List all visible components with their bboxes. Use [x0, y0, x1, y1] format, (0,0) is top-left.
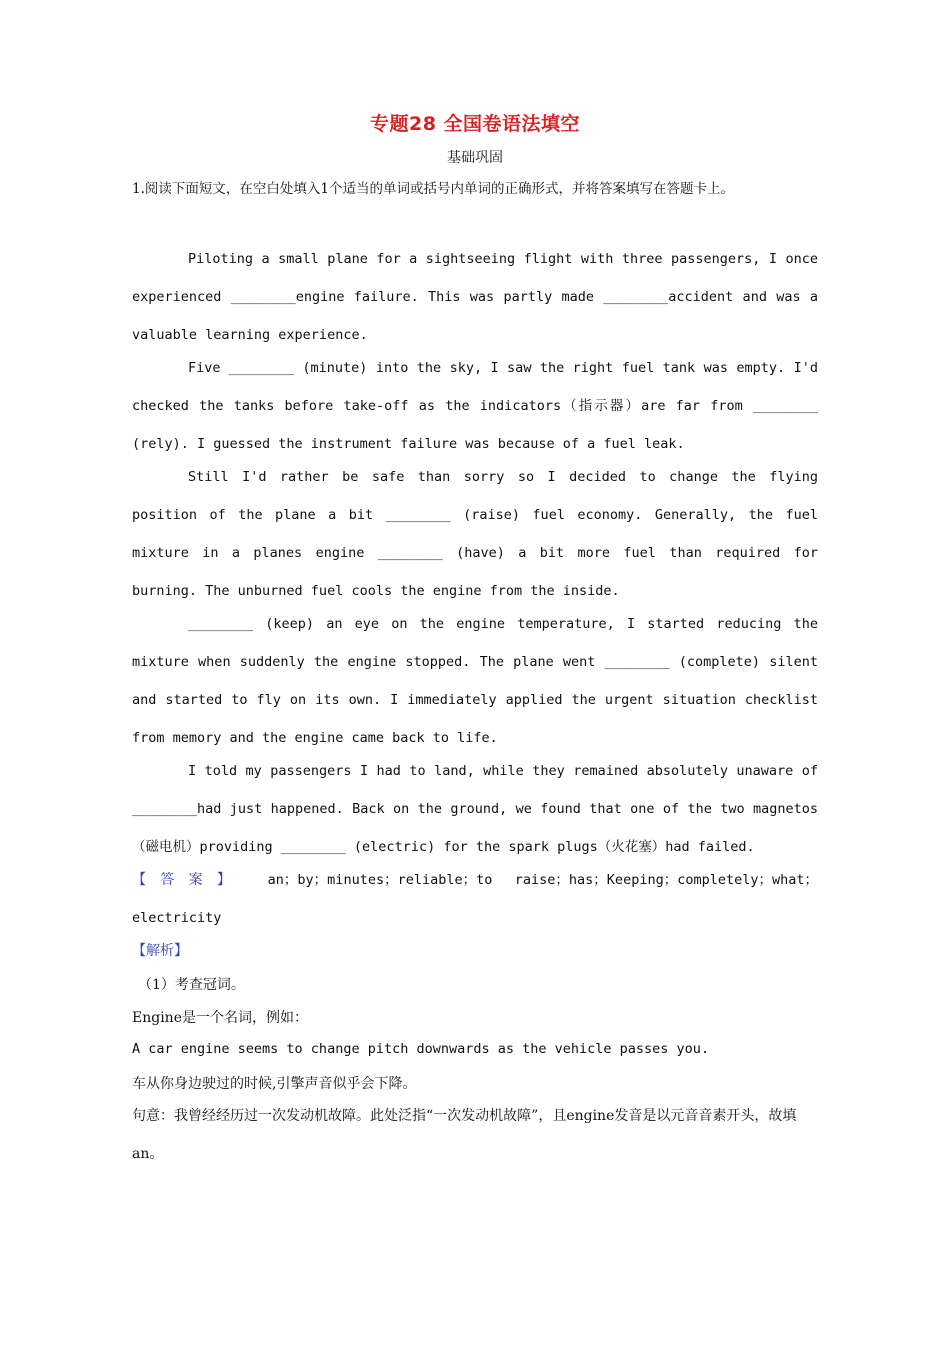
passage-paragraph-5: I told my passengers I had to land, while they remained absolutely unaware of ________had just happened. Back on the ground, we found that one of the two magnetos（磁电机）providing ________ (electric) for the spark plugs（火花塞）had failed. [132, 763, 818, 855]
page-title: 专题28 全国卷语法填空 [369, 113, 581, 135]
analysis-explanation: 句意：我曾经经历过一次发动机故障。此处泛指“一次发动机故障”，且engine发音是以元音音素开头，故填an。 [132, 1108, 797, 1162]
question-instruction: 1.阅读下面短文，在空白处填入1个适当的单词或括号内单词的正确形式，并将答案填写在答题卡上。 [132, 181, 734, 197]
example-english: A car engine seems to change pitch downwards as the vehicle passes you. [132, 1041, 710, 1057]
example-chinese: 车从你身边驶过的时候,引擎声音似乎会下降。 [132, 1076, 417, 1092]
analysis-line-2: Engine是一个名词，例如： [132, 1010, 308, 1026]
answer-label: 【答案】 [132, 872, 246, 888]
analysis-item-1: （1）考查冠词。 [138, 977, 245, 993]
answer-text: an；by；minutes；reliable；to raise；has；Keeping；completely；what；electricity [132, 872, 818, 926]
passage-paragraph-1: Piloting a small plane for a sightseeing flight with three passengers, I once experienced ________engine failure. This was partly made ________accident and was a valuable learning experience. [132, 251, 818, 343]
passage-paragraph-2: Five ________ (minute) into the sky, I saw the right fuel tank was empty. I'd checked the tanks before take-off as the indicators（指示器）are far from ________ (rely). I guessed the instrument failure was because of a fuel leak. [132, 360, 818, 452]
answer-section [132, 861, 818, 937]
reading-passage [132, 240, 818, 861]
section-subtitle: 基础巩固 [447, 150, 503, 166]
passage-paragraph-3: Still I'd rather be safe than sorry so I decided to change the flying position of the plane a bit ________ (raise) fuel economy. Generally, the fuel mixture in a planes engine ________ (have) a bit more fuel than required for burning. The unburned fuel cools the engine from the inside. [132, 469, 818, 599]
passage-paragraph-4: ________ (keep) an eye on the engine temperature, I started reducing the mixture when suddenly the engine stopped. The plane went ________ (complete) silent and started to fly on its own. I immediately applied the urgent situation checklist from memory and the engine came back to life. [132, 616, 818, 746]
analysis-label: 【解析】 [132, 943, 188, 959]
